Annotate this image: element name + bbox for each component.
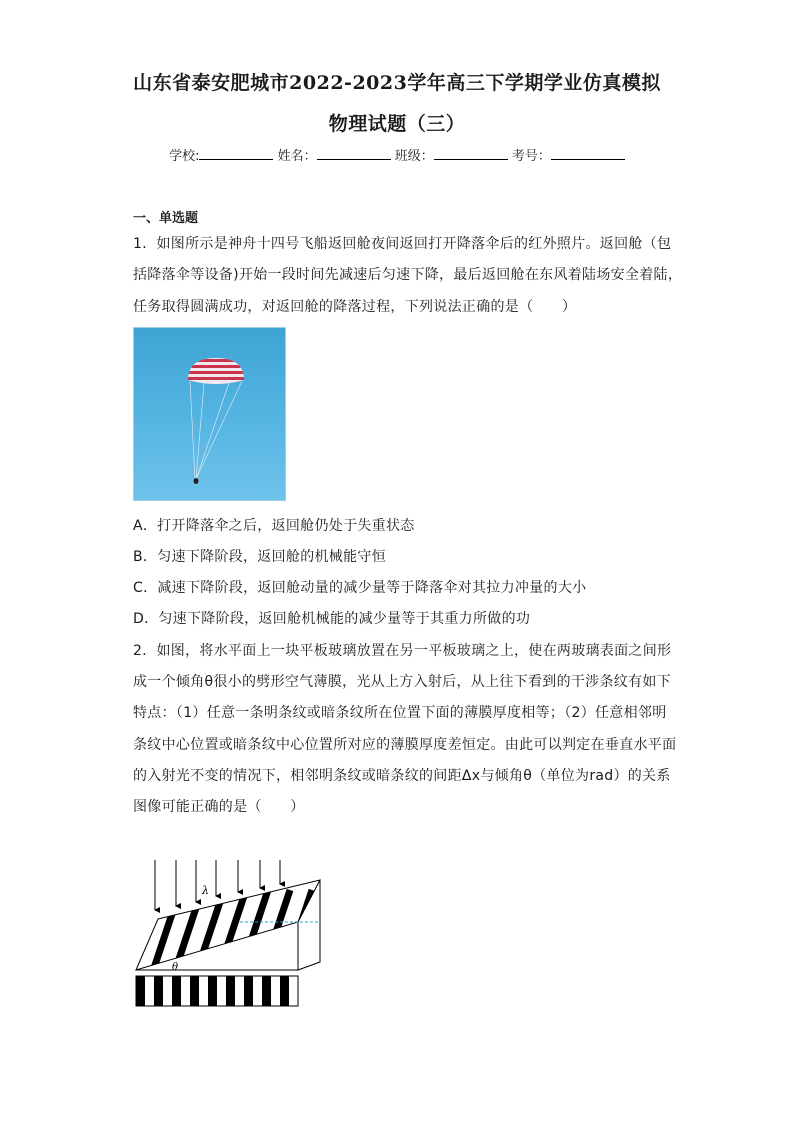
student-info-row: [0, 145, 794, 164]
exam-number-label: 考号：: [511, 149, 551, 164]
q2-line: 的入射光不变的情况下，相邻明条纹或暗条纹的间距Δx与倾角θ（单位为rad）的关系: [133, 768, 671, 784]
class-label: 班级：: [394, 149, 434, 164]
q2-line: 成一个倾角θ很小的劈形空气薄膜，光从上方入射后，从上往下看到的干涉条纹有如下: [133, 674, 671, 690]
q1-option-a[interactable]: A．打开降落伞之后，返回舱仍处于失重状态: [133, 518, 415, 534]
q1-line: 任务取得圆满成功，对返回舱的降落过程，下列说法正确的是（ ）: [133, 299, 577, 315]
parachute-illustration: [134, 328, 286, 501]
q1-line: 1．如图所示是神舟十四号飞船返回舱夜间返回打开降落伞后的红外照片。返回舱（包: [133, 236, 672, 252]
theta-label: θ: [172, 962, 179, 973]
q1-option-b[interactable]: B．匀速下降阶段，返回舱的机械能守恒: [133, 549, 387, 565]
q2-line: 图像可能正确的是（ ）: [133, 799, 305, 815]
class-blank[interactable]: [434, 147, 508, 160]
section-title: 一、单选题: [133, 211, 199, 226]
q2-line: 特点：（1）任意一条明条纹或暗条纹所在位置下面的薄膜厚度相等；（2）任意相邻明: [133, 705, 667, 721]
exam-title-line2: 物理试题（三）: [328, 113, 466, 135]
name-blank[interactable]: [317, 147, 391, 160]
name-label: 姓名：: [277, 149, 317, 164]
air-wedge-diagram: [130, 850, 330, 1010]
q2-line: 条纹中心位置或暗条纹中心位置所对应的薄膜厚度差恒定。由此可以判定在垂直水平面: [133, 737, 677, 753]
exam-number-blank[interactable]: [551, 147, 625, 160]
fringe-pattern: [136, 976, 289, 1006]
school-label: 学校:: [169, 149, 200, 164]
lambda-label: λ: [202, 884, 209, 897]
q1-line: 括降落伞等设备)开始一段时间先减速后匀速下降，最后返回舱在东风着陆场安全着陆，: [133, 267, 683, 283]
q2-line: 2．如图，将水平面上一块平板玻璃放置在另一平板玻璃之上，使在两玻璃表面之间形: [133, 643, 672, 659]
q1-option-d[interactable]: D．匀速下降阶段，返回舱机械能的减少量等于其重力所做的功: [133, 611, 531, 627]
school-blank[interactable]: [199, 147, 273, 160]
parachute-photo: [133, 327, 286, 501]
q1-option-c[interactable]: C．减速下降阶段，返回舱动量的减少量等于降落伞对其拉力冲量的大小: [133, 580, 587, 596]
exam-title-line1: 山东省泰安肥城市2022-2023学年高三下学期学业仿真模拟: [133, 72, 661, 94]
